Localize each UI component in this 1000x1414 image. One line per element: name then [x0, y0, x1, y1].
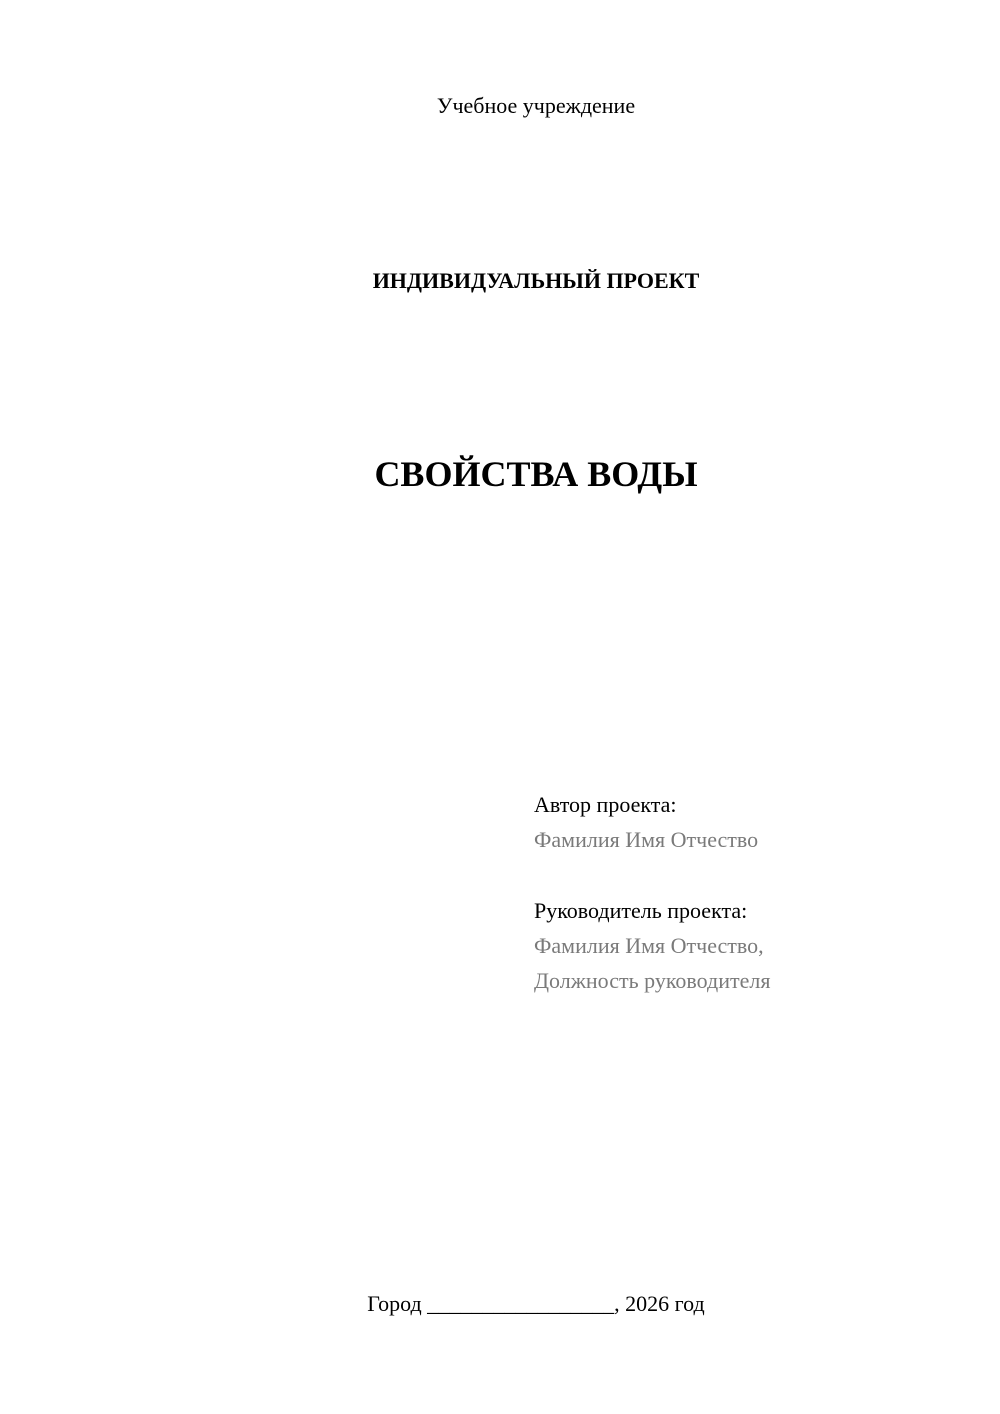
supervisor-position-placeholder: Должность руководителя: [534, 968, 771, 993]
supervisor-name-placeholder: Фамилия Имя Отчество,: [534, 933, 764, 958]
supervisor-label: Руководитель проекта:: [534, 898, 748, 923]
credits-block: [534, 787, 974, 998]
credits-spacer: [534, 857, 974, 893]
author-name-placeholder: Фамилия Имя Отчество: [534, 827, 759, 852]
city-year-line: Город _________________, 2026 год: [367, 1291, 705, 1316]
project-title: СВОЙСТВА ВОДЫ: [374, 454, 698, 494]
project-type-heading: ИНДИВИДУАЛЬНЫЙ ПРОЕКТ: [372, 268, 700, 293]
institution-name: Учебное учреждение: [436, 93, 636, 118]
author-label: Автор проекта:: [534, 792, 677, 817]
